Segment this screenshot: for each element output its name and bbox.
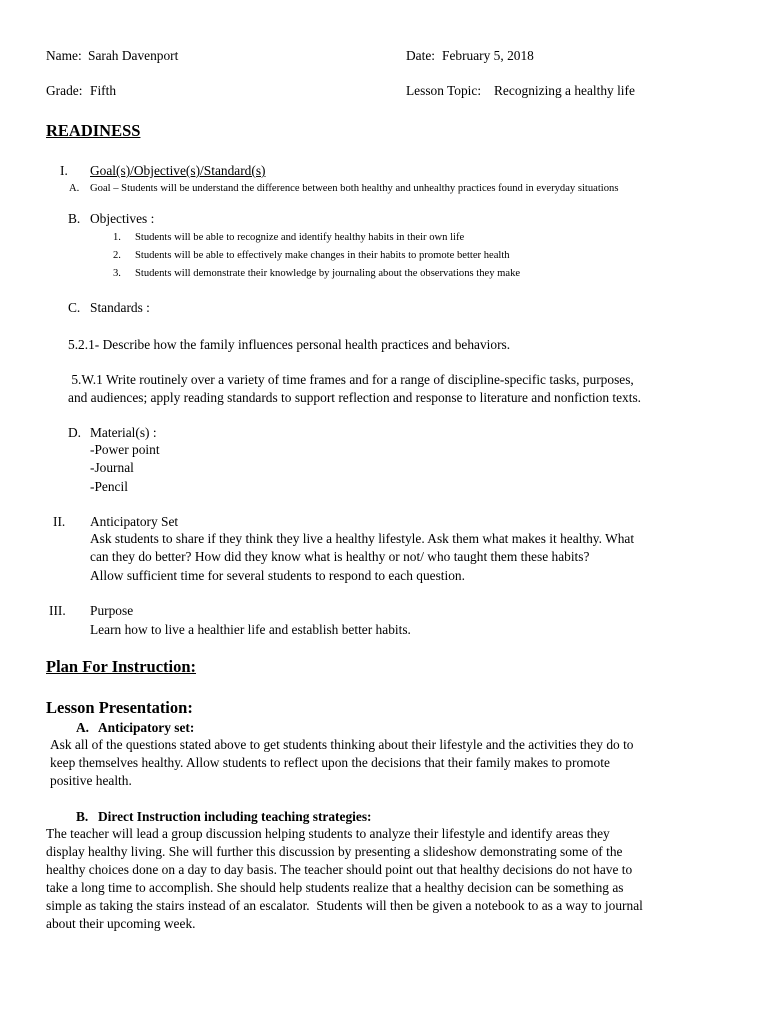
objective-3-marker: 3. bbox=[113, 268, 121, 279]
direct-instruction-marker: B. bbox=[76, 809, 89, 824]
lesson-topic-label: Lesson Topic: bbox=[406, 83, 482, 98]
objective-1-marker: 1. bbox=[113, 232, 121, 243]
purpose-text: Learn how to live a healthier life and establish better habits. bbox=[90, 622, 411, 637]
anticipatory-set-line: can they do better? How did they know what is healthy or not/ who taught them these habits? bbox=[90, 549, 590, 564]
goal-a-text: Goal – Students will be understand the difference between both healthy and unhealthy practices found in everyday situations bbox=[90, 183, 619, 194]
plan-for-instruction-heading: Plan For Instruction: bbox=[46, 657, 197, 676]
anticipatory-set-line: Ask students to share if they think they live a healthy lifestyle. Ask them what makes it healthy. What bbox=[90, 531, 635, 546]
goals-heading: Goal(s)/Objective(s)/Standard(s) bbox=[90, 163, 266, 178]
standards-marker: C. bbox=[68, 300, 81, 315]
standard-5-w-1-line-2: and audiences; apply reading standards to support reflection and response to literature and nonfiction texts. bbox=[68, 390, 642, 405]
direct-instruction-paragraph-line: about their upcoming week. bbox=[46, 916, 196, 931]
direct-instruction-paragraph-line: The teacher will lead a group discussion helping students to analyze their lifestyle and identify areas they bbox=[46, 826, 610, 841]
anticipatory-set-paragraph-line: positive health. bbox=[50, 773, 132, 788]
lesson-topic-value: Recognizing a healthy life bbox=[494, 83, 635, 98]
purpose-heading: Purpose bbox=[90, 603, 134, 618]
objectives-label: Objectives : bbox=[90, 211, 155, 226]
material-item: -Pencil bbox=[90, 479, 128, 494]
direct-instruction-paragraph-line: simple as taking the stairs instead of an escalator. Students will then be given a notebook to as a way to journal bbox=[46, 898, 643, 913]
material-item: -Journal bbox=[90, 460, 134, 475]
objective-2-marker: 2. bbox=[113, 250, 121, 261]
anticipatory-set-heading: Anticipatory Set bbox=[90, 514, 179, 529]
date-label: Date: bbox=[406, 48, 435, 63]
date-value: February 5, 2018 bbox=[442, 48, 534, 63]
materials-marker: D. bbox=[68, 425, 82, 440]
anticipatory-set-line: Allow sufficient time for several students to respond to each question. bbox=[90, 568, 465, 583]
section-1-marker: I. bbox=[60, 163, 68, 178]
grade-label: Grade: bbox=[46, 83, 83, 98]
objective-3-text: Students will demonstrate their knowledge by journaling about the observations they make bbox=[135, 268, 521, 279]
objective-1-text: Students will be able to recognize and identify healthy habits in their own life bbox=[135, 232, 465, 243]
objectives-marker: B. bbox=[68, 211, 81, 226]
direct-instruction-paragraph-line: healthy choices done on a day to day basis. The teacher should point out that healthy decisions do not have to bbox=[46, 862, 633, 877]
anticipatory-set-paragraph-line: keep themselves healthy. Allow students to reflect upon the decisions that their family makes to promote bbox=[50, 755, 610, 770]
name-value: Sarah Davenport bbox=[88, 48, 179, 63]
goal-a-marker: A. bbox=[69, 183, 80, 194]
standards-label: Standards : bbox=[90, 300, 150, 315]
section-3-marker: III. bbox=[49, 603, 66, 618]
anticipatory-set-subheading: Anticipatory set: bbox=[98, 720, 195, 735]
name-label: Name: bbox=[46, 48, 82, 63]
section-2-marker: II. bbox=[53, 514, 66, 529]
material-item: -Power point bbox=[90, 442, 160, 457]
direct-instruction-paragraph-line: display healthy living. She will further this discussion by presenting a slideshow demonstrating some of the bbox=[46, 844, 623, 859]
standard-5-w-1-line-1: 5.W.1 Write routinely over a variety of time frames and for a range of discipline-specific tasks, purposes, bbox=[68, 372, 634, 387]
anticipatory-set-subheading-marker: A. bbox=[76, 720, 90, 735]
lesson-presentation-heading: Lesson Presentation: bbox=[46, 698, 193, 717]
anticipatory-set-paragraph-line: Ask all of the questions stated above to get students thinking about their lifestyle and the activities they do to bbox=[50, 737, 634, 752]
standard-5-2-1: 5.2.1- Describe how the family influences personal health practices and behaviors. bbox=[68, 337, 511, 352]
objective-2-text: Students will be able to effectively make changes in their habits to promote better health bbox=[135, 250, 510, 261]
materials-label: Material(s) : bbox=[90, 425, 157, 440]
direct-instruction-paragraph-line: take a long time to accomplish. She should help students realize that a healthy decision can be something as bbox=[46, 880, 624, 895]
readiness-heading: READINESS bbox=[46, 121, 141, 140]
grade-value: Fifth bbox=[90, 83, 117, 98]
direct-instruction-subheading: Direct Instruction including teaching strategies: bbox=[98, 809, 372, 824]
